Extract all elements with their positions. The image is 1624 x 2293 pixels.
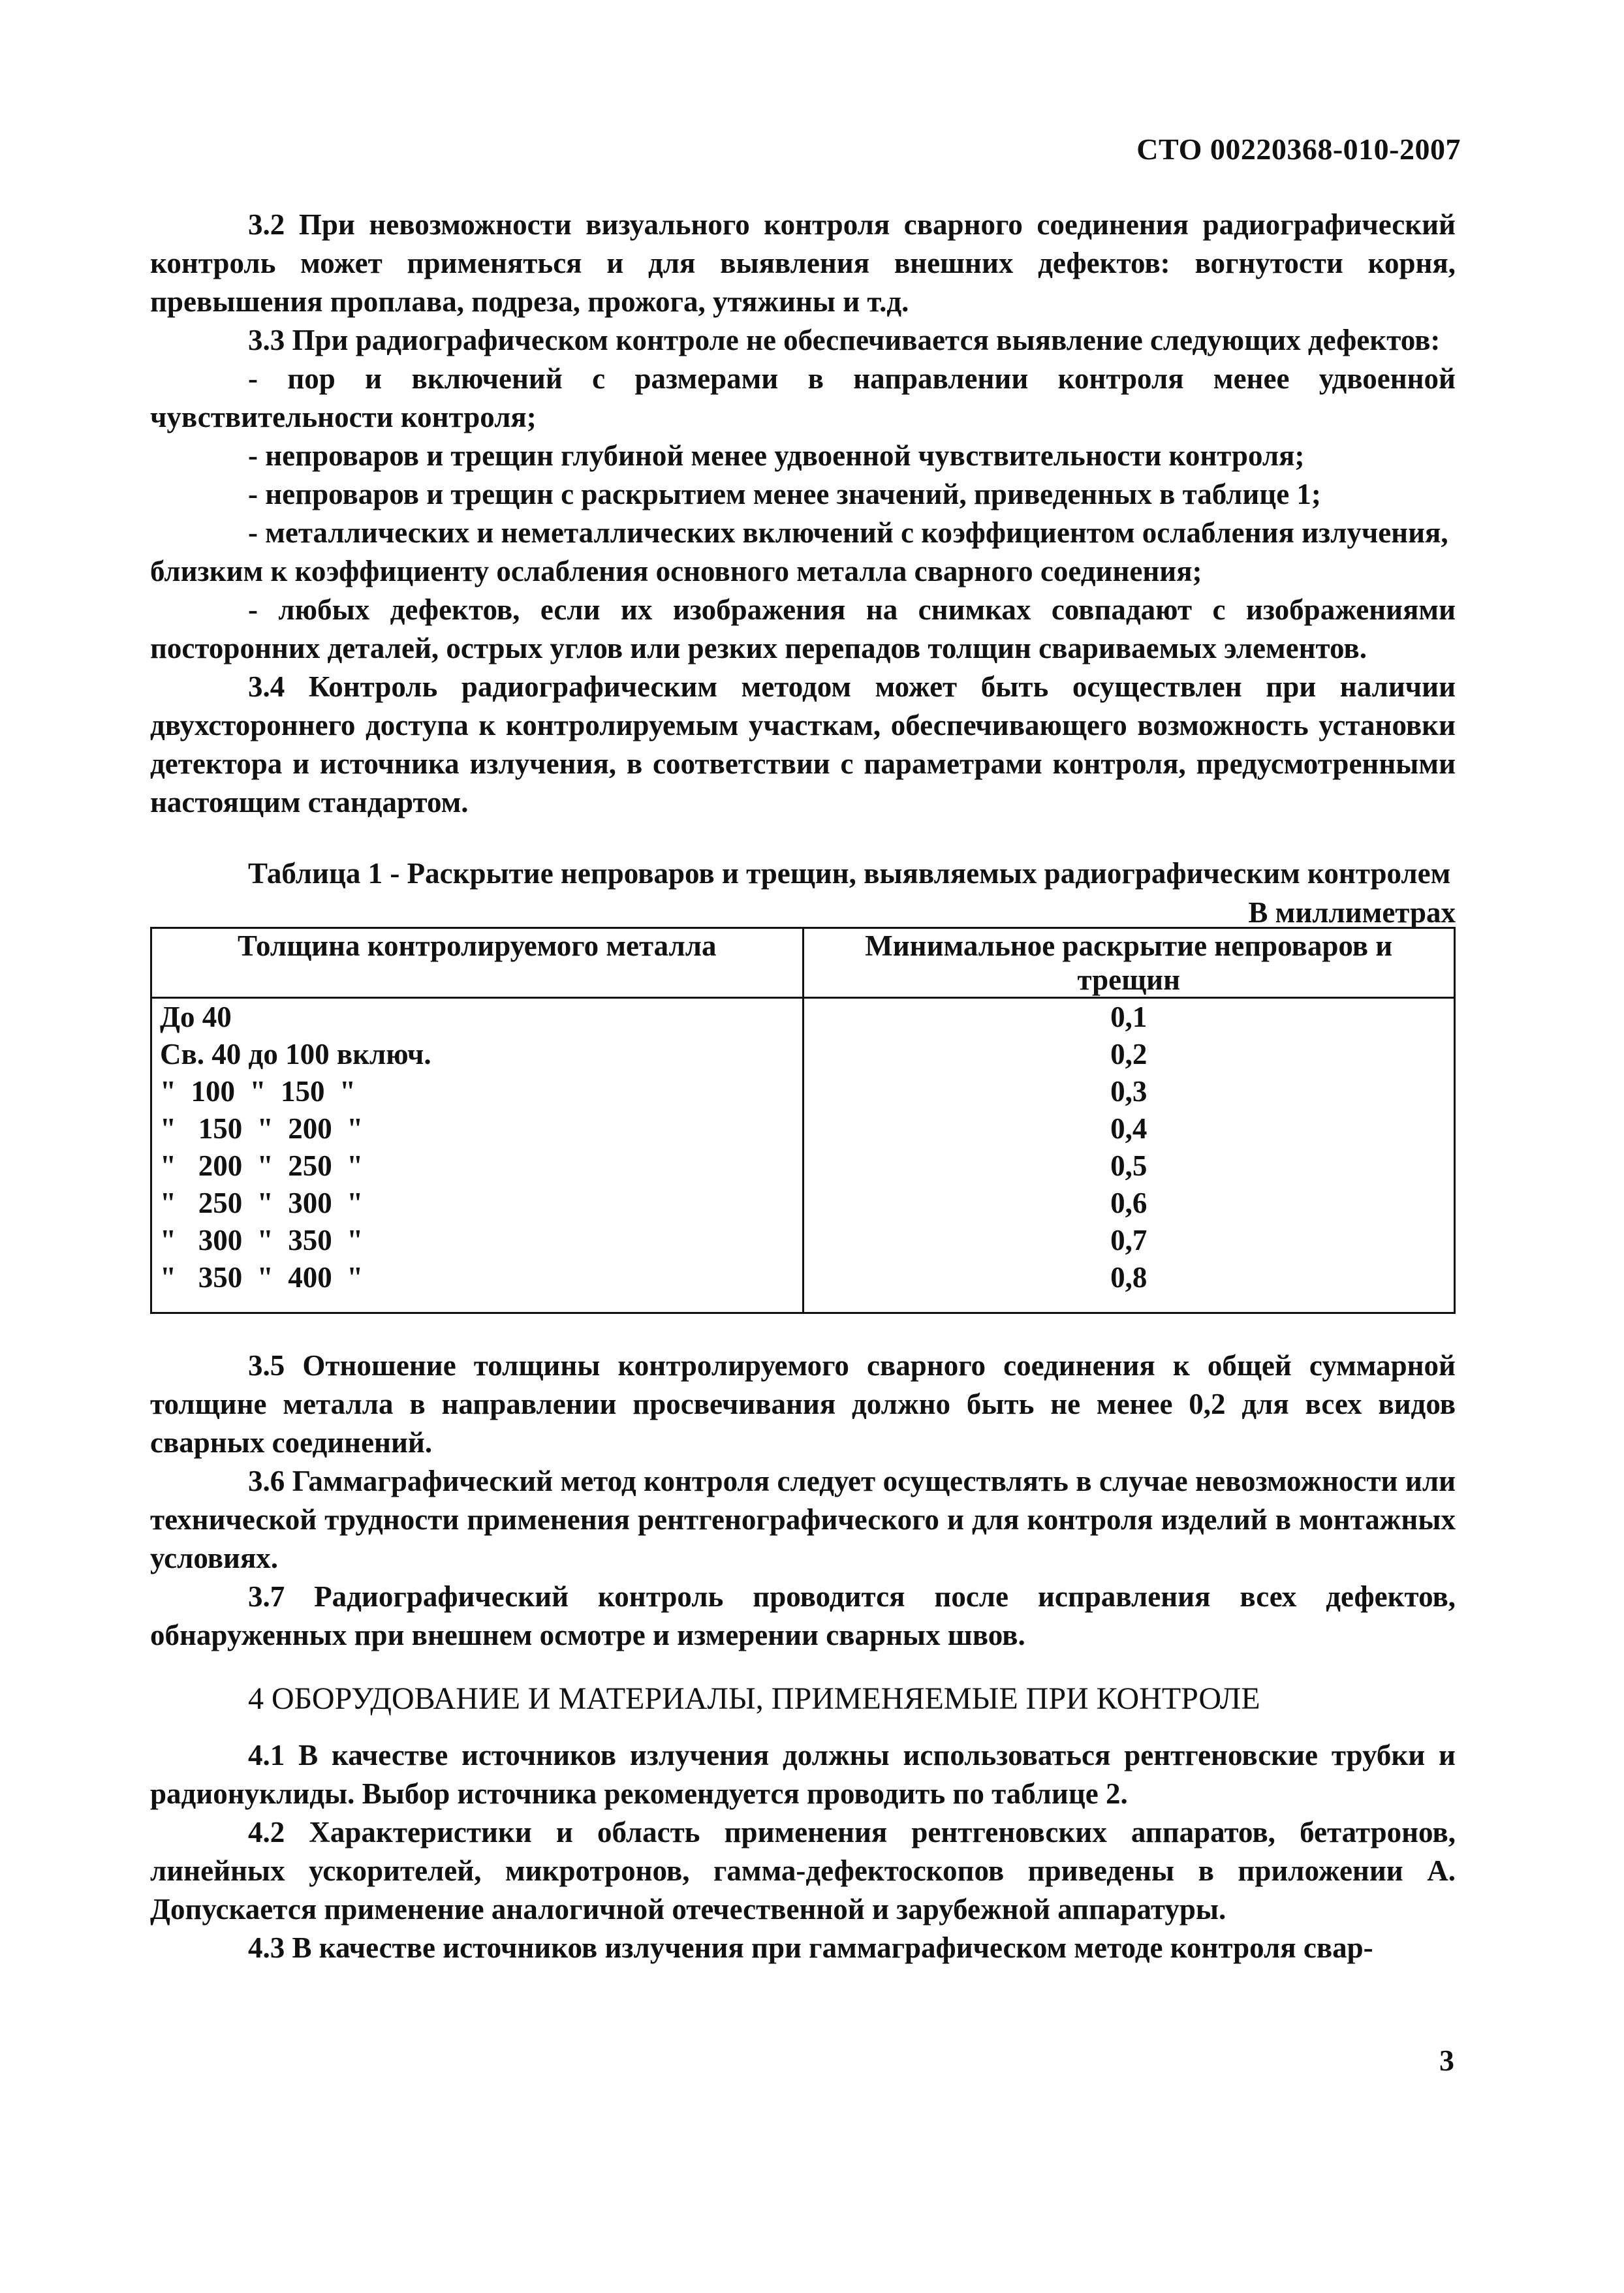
opening-cell: 0,7 — [803, 1222, 1455, 1259]
thickness-cell: " 150 " 200 " — [151, 1110, 804, 1147]
opening-cell: 0,4 — [803, 1110, 1455, 1147]
thickness-cell: " 350 " 400 " — [151, 1259, 804, 1313]
column-header-thickness: Толщина контролируемого металла — [151, 928, 804, 998]
opening-cell: 0,2 — [803, 1036, 1455, 1073]
table-row — [151, 1147, 1455, 1185]
table-body — [151, 998, 1455, 1313]
section-heading: 4 ОБОРУДОВАНИЕ И МАТЕРИАЛЫ, ПРИМЕНЯЕМЫЕ ПРИ КОНТРОЛЕ — [248, 1681, 1260, 1716]
opening-cell: 0,1 — [803, 998, 1455, 1037]
table-row — [151, 1036, 1455, 1073]
paragraph-4-3: 4.3 В качестве источников излучения при гаммаграфическом методе контроля свар- — [248, 1931, 1373, 1964]
thickness-cell: " 100 " 150 " — [151, 1073, 804, 1110]
paragraph-3-3: 3.3 При радиографическом контроле не обеспечивается выявление следующих дефектов: — [248, 324, 1441, 356]
opening-cell: 0,6 — [803, 1185, 1455, 1222]
list-item: - непроваров и трещин глубиной менее удвоенной чувствительности контроля; — [248, 439, 1305, 472]
table-row — [151, 1110, 1455, 1147]
thickness-cell: До 40 — [151, 998, 804, 1037]
table-row — [151, 1073, 1455, 1110]
paragraph-3-5: 3.5 Отношение толщины контролируемого сварного соединения к общей суммарной толщине металла в направлении просвечивания должно быть не менее 0,2 для всех видов сварных соединений. — [150, 1349, 1456, 1459]
list-item: - любых дефектов, если их изображения на снимках совпадают с изображениями посторонних деталей, острых углов или резких перепадов толщин свариваемых элементов. — [150, 593, 1456, 664]
paragraph-3-7: 3.7 Радиографический контроль проводится после исправления всех дефектов, обнаруженных при внешнем осмотре и измерении сварных швов. — [150, 1580, 1456, 1651]
page-body — [150, 124, 1456, 1967]
thickness-cell: Св. 40 до 100 включ. — [151, 1036, 804, 1073]
opening-cell: 0,3 — [803, 1073, 1455, 1110]
opening-cell: 0,5 — [803, 1147, 1455, 1185]
table-units: В миллиметрах — [1248, 896, 1456, 929]
thickness-cell: " 300 " 350 " — [151, 1222, 804, 1259]
list-item: - металлических и неметаллических включений с коэффициентом ослабления излучения, — [248, 516, 1448, 549]
table-row — [151, 1259, 1455, 1313]
table-row — [151, 1185, 1455, 1222]
defect-opening-table — [150, 927, 1456, 1314]
paragraph-3-4: 3.4 Контроль радиографическим методом может быть осуществлен при наличии двухстороннего доступа к контролируемым участкам, обеспечивающего возможность установки детектора и источника излучения, в соответствии с параметрами контроля, предусмотренными настоящим стандартом. — [150, 670, 1456, 819]
column-header-opening: Минимальное раскрытие непроваров и трещин — [803, 928, 1455, 998]
thickness-cell: " 250 " 300 " — [151, 1185, 804, 1222]
list-item: - непроваров и трещин с раскрытием менее значений, приведенных в таблице 1; — [248, 478, 1321, 510]
opening-cell: 0,8 — [803, 1259, 1455, 1313]
paragraph-4-2-text: 4.2 Характеристики и область применения рентгеновских аппаратов, бетатронов, линейных ускорителей, микротронов, гамма-дефектоскопов приведены в — [150, 1816, 1456, 1887]
list-continuation: близким к коэффициенту ослабления основного металла сварного соединения; — [150, 555, 1202, 587]
list-item: - пор и включений с размерами в направлении контроля менее удвоенной чувствительности контроля; — [150, 362, 1456, 433]
table-row — [151, 998, 1455, 1037]
paragraph-3-2: 3.2 При невозможности визуального контроля сварного соединения радиографический контроль может применяться и для выявления внешних дефектов: вогнутости корня, превышения проплава, подреза, прожога, утяжины и т.д. — [150, 208, 1456, 318]
table-caption: Таблица 1 - Раскрытие непроваров и трещин, выявляемых радиографическим контролем — [248, 857, 1451, 890]
paragraph-4-2 — [150, 1813, 1456, 1929]
paragraph-4-2-tail: . Допускается применение аналогичной отечественной и зарубежной аппаратуры. — [150, 1854, 1456, 1926]
document-code: СТО 00220368-010-2007 — [1136, 133, 1461, 166]
paragraph-3-6: 3.6 Гаммаграфический метод контроля следует осуществлять в случае невозможности или технической трудности применения рентгенографического и для контроля изделий в монтажных условиях. — [150, 1465, 1456, 1574]
paragraph-4-1: 4.1 В качестве источников излучения должны использоваться рентгеновские трубки и радионуклиды. Выбор источника рекомендуется проводить по таблице 2. — [150, 1739, 1456, 1810]
appendix-reference: приложении А — [1238, 1854, 1448, 1887]
page-number: 3 — [1439, 2044, 1454, 2077]
table-row — [151, 1222, 1455, 1259]
thickness-cell: " 200 " 250 " — [151, 1147, 804, 1185]
